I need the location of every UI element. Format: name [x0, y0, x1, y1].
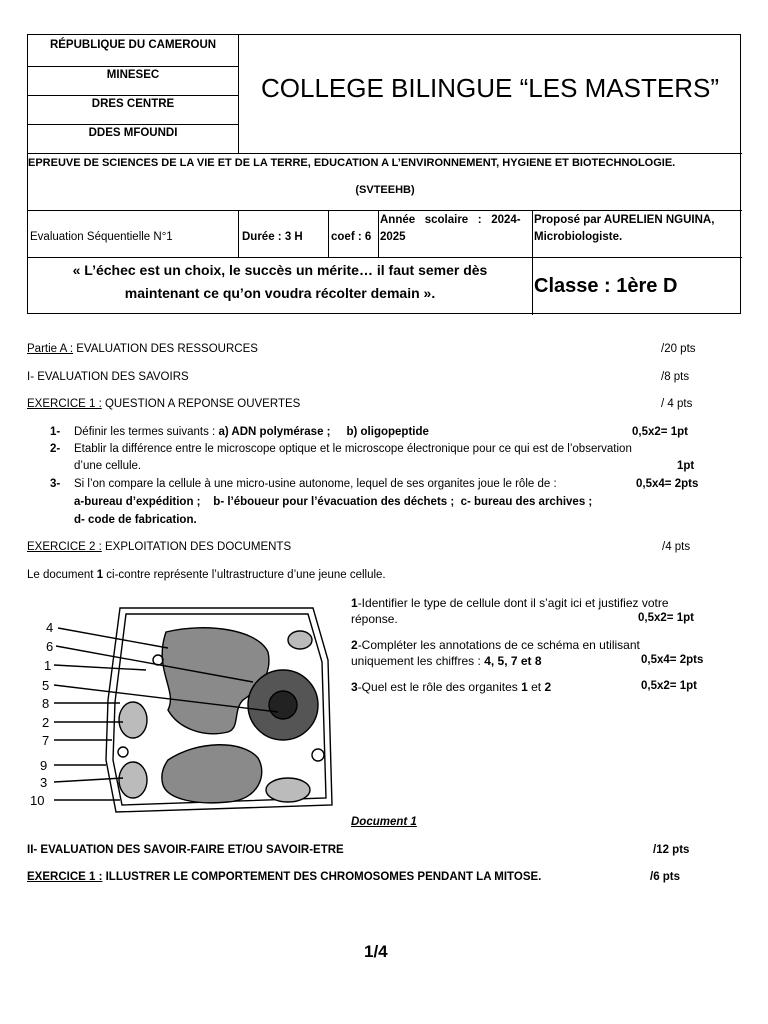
class-label: Classe : 1ère D [534, 275, 678, 297]
ex2-q3-points: 0,5x2= 1pt [641, 680, 697, 692]
ex1-q2-points: 1pt [677, 460, 695, 472]
ex2-q1-points: 0,5x2= 1pt [638, 612, 694, 624]
ex1-q1-term-b: b) oligopeptide [346, 426, 429, 438]
ex1-q1-line [74, 426, 429, 438]
part-a-heading [27, 343, 258, 355]
diagram-label-9: 9 [40, 758, 48, 773]
ex2-intro-num: 1 [96, 569, 104, 581]
ex2-q1-text: -Identifier le type de cellule dont il s’agit ici et justifiez votre [357, 596, 669, 610]
ex2-q2-line1 [351, 638, 640, 652]
diagram-label-3: 3 [40, 775, 48, 790]
exercise-3-label: EXERCICE 1 : [27, 871, 103, 883]
ex2-q3-mid: et [527, 680, 545, 694]
ex2-q3-number: 3 [351, 680, 358, 694]
ex1-q2-number: 2- [50, 443, 61, 455]
ex1-q3-number: 3- [50, 478, 61, 490]
ex1-q2-line1: Etablir la différence entre le microscope optique et le microscope électronique pour ce qui est de l’observation [74, 443, 632, 455]
exercise-1-title: QUESTION A REPONSE OUVERTES [101, 398, 301, 410]
ex2-intro [27, 569, 386, 581]
coef-label: coef : 6 [331, 231, 372, 243]
diagram-label-4: 4 [46, 620, 54, 635]
exercise-1-label: EXERCICE 1 : [27, 398, 102, 410]
author-line2: Microbiologiste. [534, 231, 623, 243]
ex2-q2-text: -Compléter les annotations de ce schéma en utilisant [357, 638, 640, 652]
ex2-q3-n2: 2 [544, 680, 552, 694]
school-year-line1: Année scolaire : 2024- [380, 214, 521, 226]
exercise-2-label: EXERCICE 2 : [27, 541, 102, 553]
ministry-label: MINESEC [106, 69, 160, 81]
division-label: DDES MFOUNDI [88, 127, 178, 139]
ex2-q1-number: 1 [351, 596, 358, 610]
ex1-q3-line1: Si l’on compare la cellule à une micro-usine autonome, lequel de ses organites joue le rôle de : [74, 478, 557, 490]
exercise-2-points: /4 pts [662, 541, 691, 553]
diagram-label-8: 8 [42, 696, 50, 711]
ex2-intro-a: Le document [27, 569, 97, 581]
ex1-q1-text: Définir les termes suivants : [74, 426, 219, 438]
duration-label: Durée : 3 H [242, 231, 303, 243]
ex1-q1-points: 0,5x2= 1pt [632, 426, 688, 438]
section-i-title: I- EVALUATION DES SAVOIRS [27, 371, 189, 383]
motto-line1: « L’échec est un choix, le succès un mérite… il faut semer dès [72, 262, 488, 278]
ex2-intro-b: ci-contre représente l’ultrastructure d’une jeune cellule. [103, 569, 386, 581]
exercise-3-heading [27, 871, 541, 883]
ex1-q1-number: 1- [50, 426, 61, 438]
part-a-title: EVALUATION DES RESSOURCES [73, 343, 258, 355]
ex2-q3-n1: 1 [521, 680, 528, 694]
ex2-q2-text2: uniquement les chiffres : [351, 654, 485, 668]
author-line1: Proposé par AURELIEN NGUINA, [534, 214, 715, 226]
ex1-q1-term-a: a) ADN polymérase ; [218, 426, 331, 438]
ex2-q1-line1 [351, 596, 669, 610]
diagram-label-7: 7 [42, 733, 50, 748]
exercise-3-points: /6 pts [650, 871, 681, 883]
motto-line2: maintenant ce qu’on voudra récolter demain ». [124, 285, 436, 301]
document-1-caption: Document 1 [351, 816, 417, 828]
ex2-q3-line [351, 680, 551, 694]
subject-code: (SVTEEHB) [355, 184, 415, 196]
chloroplast [119, 702, 147, 738]
ex2-q3-text: -Quel est le rôle des organites [357, 680, 522, 694]
school-name: COLLEGE BILINGUE “LES MASTERS” [260, 73, 719, 103]
section-ii-title: II- EVALUATION DES SAVOIR-FAIRE ET/OU SAVOIR-ETRE [27, 844, 344, 856]
ex1-q2-line2: d’une cellule. [74, 460, 142, 472]
region-label: DRES CENTRE [91, 98, 175, 110]
exercise-3-title: ILLUSTRER LE COMPORTEMENT DES CHROMOSOMES PENDANT LA MITOSE. [102, 871, 542, 883]
vacuole-lower [162, 745, 262, 803]
exercise-1-heading [27, 398, 300, 410]
ex2-q2-line2 [351, 654, 542, 668]
part-a-label: Partie A : [27, 343, 74, 355]
diagram-label-10: 10 [30, 793, 45, 808]
subject-line: EPREUVE DE SCIENCES DE LA VIE ET DE LA TERRE, EDUCATION A L’ENVIRONNEMENT, HYGIENE ET BIOTECHNOLOGIE. [28, 157, 676, 169]
evaluation-label: Evaluation Séquentielle N°1 [30, 231, 173, 243]
diagram-label-6: 6 [46, 639, 54, 654]
ex2-q1-line2: réponse. [351, 612, 398, 626]
ex1-q3-line3: d- code de fabrication. [74, 514, 197, 526]
diagram-label-2: 2 [42, 715, 50, 730]
page-number: 1/4 [364, 942, 388, 961]
part-a-points: /20 pts [661, 343, 696, 355]
section-i-points: /8 pts [661, 371, 690, 383]
ex2-q2-points: 0,5x4= 2pts [641, 654, 704, 666]
exercise-1-points: / 4 pts [661, 398, 693, 410]
ex1-q3-points: 0,5x4= 2pts [636, 478, 699, 490]
section-ii-points: /12 pts [653, 844, 690, 856]
cell-diagram [28, 600, 340, 818]
ex1-q3-line2: a-bureau d’expédition ; b- l’éboueur pour l’évacuation des déchets ; c- bureau des archives ; [74, 496, 593, 508]
header-table [27, 34, 741, 314]
school-year-line2: 2025 [380, 231, 406, 243]
exercise-2-title: EXPLOITATION DES DOCUMENTS [101, 541, 292, 553]
diagram-label-5: 5 [42, 678, 50, 693]
ex2-q2-numbers: 4, 5, 7 et 8 [484, 654, 542, 668]
ex2-q2-number: 2 [351, 638, 358, 652]
exercise-2-heading [27, 541, 291, 553]
diagram-label-1: 1 [44, 658, 52, 673]
country-label: RÉPUBLIQUE DU CAMEROUN [49, 39, 217, 51]
